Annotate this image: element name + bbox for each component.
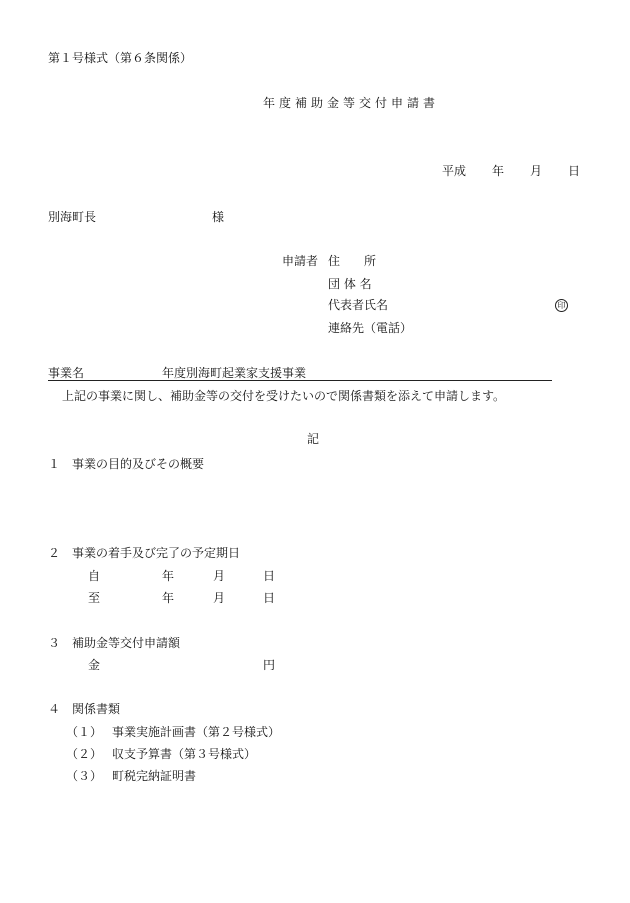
date-day: 日: [568, 164, 581, 178]
section-4-title: 関係書類: [72, 702, 121, 716]
end-month: 月: [213, 591, 226, 605]
date-year: 年: [492, 164, 505, 178]
project-underline: [48, 380, 552, 381]
application-statement: 上記の事業に関し、補助金等の交付を受けたいので関係書類を添えて申請します。: [62, 389, 506, 403]
addressee-name: 別海町長: [48, 210, 97, 224]
doc-number: （１）: [66, 725, 103, 739]
doc-label: 町税完納証明書: [112, 769, 197, 783]
section-2-title: 事業の着手及び完了の予定期日: [72, 546, 241, 560]
applicant-group-label: 団 体 名: [328, 277, 372, 291]
start-month: 月: [213, 569, 226, 583]
doc-label: 事業実施計画書（第２号様式）: [112, 725, 281, 739]
section-3-number: ３: [48, 636, 61, 650]
section-4-number: ４: [48, 702, 61, 716]
doc-number: （２）: [66, 747, 103, 761]
addressee-honorific: 様: [212, 210, 225, 224]
section-3-title: 補助金等交付申請額: [72, 636, 181, 650]
ki-heading: 記: [307, 432, 320, 446]
applicant-label: 申請者: [282, 254, 319, 268]
applicant-contact-label: 連絡先（電話）: [328, 321, 413, 335]
seal-mark: 印: [555, 299, 568, 312]
applicant-representative-label: 代表者氏名: [328, 298, 389, 312]
end-day: 日: [263, 591, 276, 605]
project-label: 事業名: [48, 366, 85, 380]
form-number: 第１号様式（第６条関係）: [48, 51, 193, 65]
section-2-number: ２: [48, 546, 61, 560]
applicant-address-label: 住 所: [328, 254, 377, 268]
doc-number: （３）: [66, 769, 103, 783]
doc-label: 収支予算書（第３号様式）: [112, 747, 257, 761]
section-1-number: １: [48, 457, 61, 471]
document-title: 年度補助金等交付申請書: [263, 96, 440, 110]
section-1-title: 事業の目的及びその概要: [72, 457, 205, 471]
date-month: 月: [530, 164, 543, 178]
date-era: 平成: [442, 164, 467, 178]
end-date-label: 至: [88, 591, 101, 605]
end-year: 年: [162, 591, 175, 605]
project-name: 年度別海町起業家支援事業: [162, 366, 307, 380]
amount-yen-label: 円: [263, 658, 276, 672]
start-date-label: 自: [88, 569, 101, 583]
amount-kin-label: 金: [88, 658, 101, 672]
start-year: 年: [162, 569, 175, 583]
start-day: 日: [263, 569, 276, 583]
